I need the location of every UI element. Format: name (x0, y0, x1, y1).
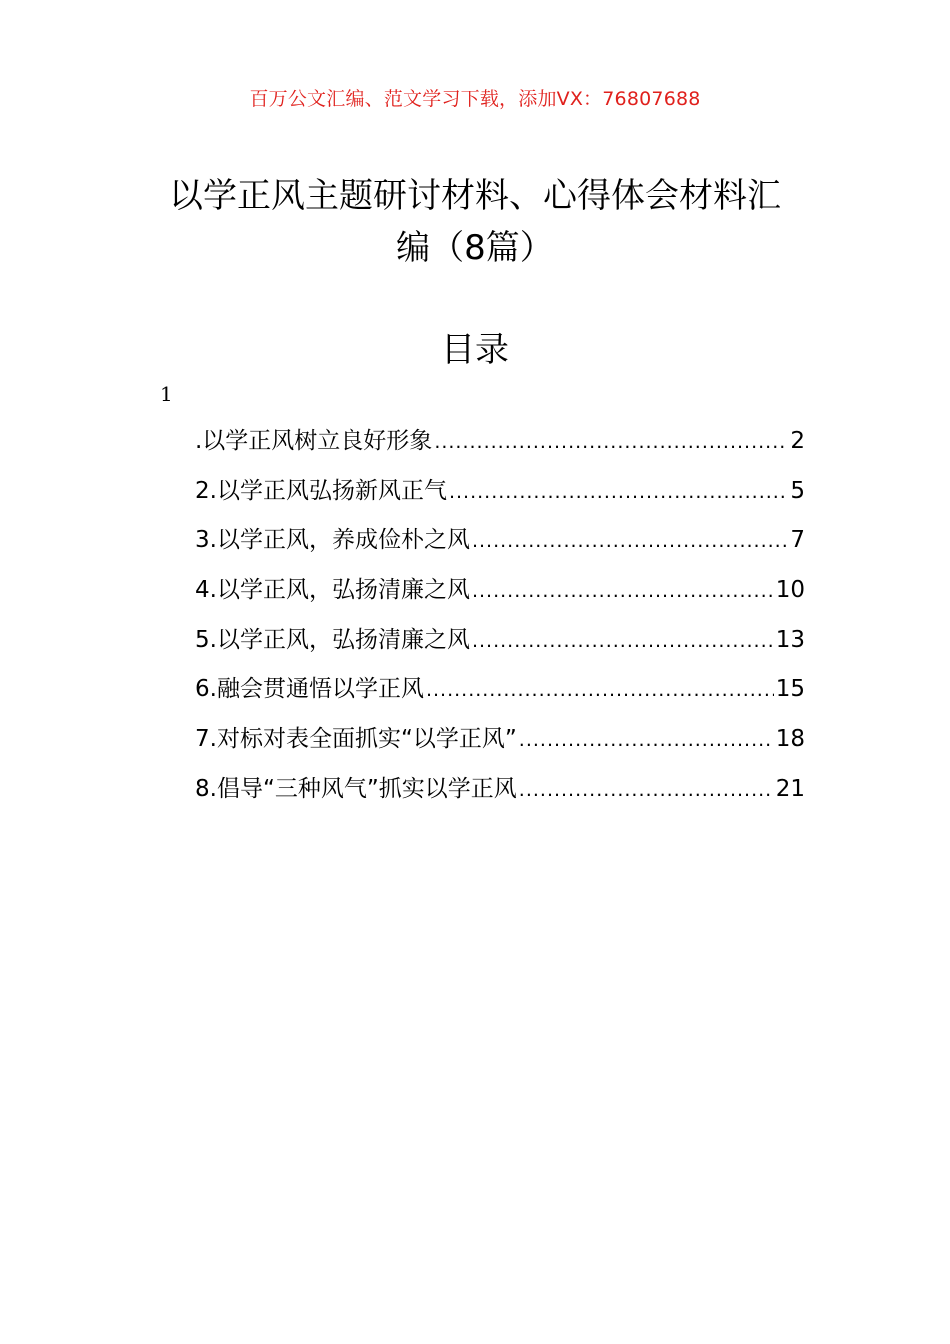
toc-item-text: 8.倡导“三种风气”抓实以学正风 (195, 775, 517, 802)
toc-item-page: 21 (775, 775, 805, 802)
header-watermark-note: 百万公文汇编、范文学习下载，添加VX：76807688 (249, 88, 701, 110)
toc-leader-dots (519, 779, 774, 801)
toc-item-8[interactable] (195, 770, 805, 820)
toc-item-text: 2.以学正风弘扬新风正气 (195, 477, 447, 504)
stray-number: 1 (160, 382, 173, 406)
toc-item-text: 6.融会贯通悟以学正风 (195, 676, 424, 703)
toc-item-page: 13 (775, 626, 805, 653)
toc-item-page: 18 (775, 726, 805, 753)
toc-leader-dots (472, 530, 788, 552)
toc-item-text: 7.对标对表全面抓实“以学正风” (195, 726, 517, 753)
toc-item-7[interactable] (195, 720, 805, 770)
toc-leader-dots (434, 431, 788, 453)
toc-item-4[interactable] (195, 571, 805, 621)
toc-leader-dots (449, 481, 788, 503)
toc-item-page: 10 (775, 577, 805, 604)
document-title-line-1: 以学正风主题研讨材料、心得体会材料汇 (169, 176, 781, 216)
toc-item-page: 7 (790, 527, 805, 554)
toc-item-3[interactable] (195, 521, 805, 571)
toc-item-text: .以学正风树立良好形象 (195, 428, 433, 454)
toc-item-page: 5 (790, 477, 805, 504)
toc-item-6[interactable] (195, 670, 805, 720)
table-of-contents (195, 422, 805, 820)
toc-leader-dots (426, 679, 774, 701)
toc-item-2[interactable] (195, 472, 805, 522)
toc-leader-dots (472, 580, 774, 602)
document-title-line-2: 编（8篇） (396, 228, 554, 268)
document-title (150, 170, 800, 274)
toc-leader-dots (519, 729, 774, 751)
toc-item-text: 4.以学正风，弘扬清廉之风 (195, 577, 470, 604)
toc-item-text: 5.以学正风，弘扬清廉之风 (195, 626, 470, 653)
toc-item-text: 3.以学正风，养成俭朴之风 (195, 527, 470, 554)
toc-item-5[interactable] (195, 621, 805, 671)
toc-item-1[interactable] (195, 422, 805, 472)
toc-item-page: 2 (790, 428, 805, 454)
toc-heading: 目录 (441, 330, 509, 370)
toc-leader-dots (472, 630, 774, 652)
toc-item-page: 15 (775, 676, 805, 703)
